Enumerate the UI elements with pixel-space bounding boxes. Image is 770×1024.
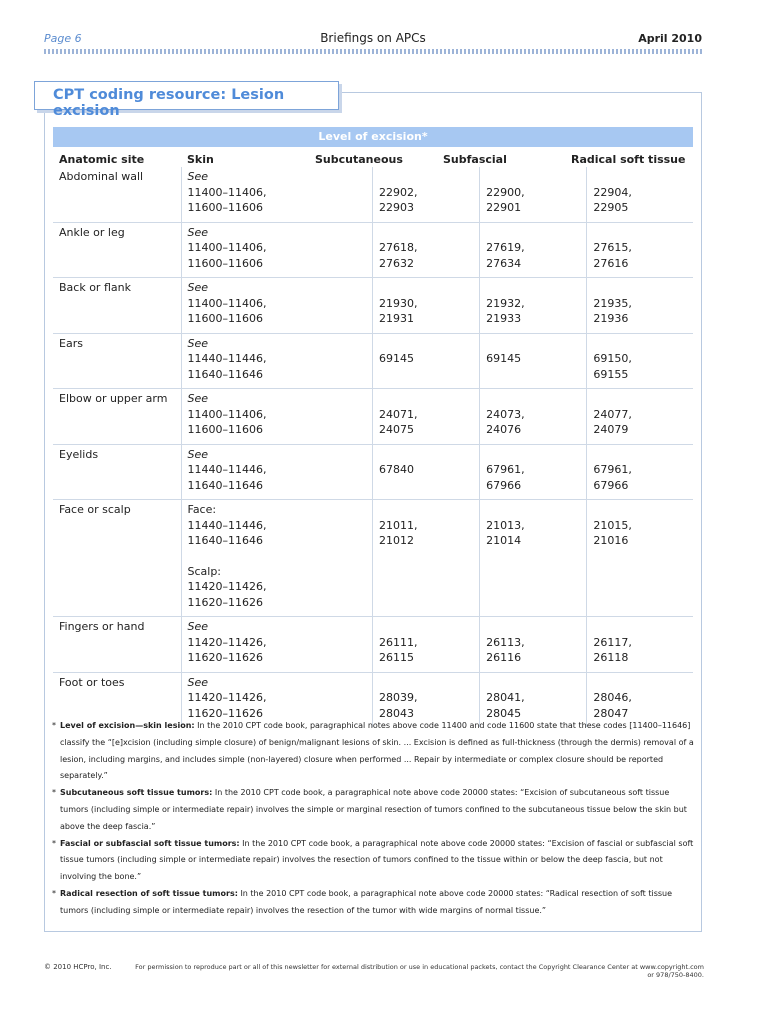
spacer <box>379 619 473 635</box>
table-row <box>53 444 693 500</box>
cpt-code: 26116 <box>486 651 522 664</box>
skin-see-label: See <box>187 225 209 239</box>
skin-code-range: 11420–11426, <box>187 691 267 704</box>
cpt-code: 69150, <box>593 352 632 365</box>
cpt-code: 21014 <box>486 534 522 547</box>
newsletter-title: Briefings on APCs <box>320 31 426 45</box>
spacer <box>593 225 687 241</box>
cell-skin <box>181 444 372 500</box>
footnote <box>52 836 697 886</box>
cell-skin <box>181 333 372 389</box>
cell-subcutaneous <box>372 444 479 500</box>
cpt-code: 26118 <box>593 651 629 664</box>
spacer <box>593 619 687 635</box>
cpt-code: 21931 <box>378 312 414 325</box>
skin-code-range: 11620–11626 <box>187 595 263 609</box>
cpt-code: 21012 <box>378 534 414 547</box>
cell-subfascial <box>480 278 587 334</box>
cpt-code: 27618, <box>378 241 418 254</box>
cpt-code: 21011, <box>378 518 418 532</box>
cpt-code: 21930, <box>378 296 418 310</box>
cell-subfascial <box>480 333 587 389</box>
cell-subfascial <box>480 617 587 673</box>
spacer <box>593 336 687 352</box>
cell-subfascial <box>480 222 587 278</box>
table-body <box>53 167 693 727</box>
cpt-code: 24079 <box>593 423 629 436</box>
skin-see-label: See <box>187 620 209 633</box>
spacer <box>593 447 687 463</box>
table-header-row <box>53 147 693 167</box>
cpt-code: 69155 <box>593 367 629 381</box>
cell-anatomic-site: Back or flank <box>59 281 131 294</box>
cell-radical-soft-tissue <box>587 617 693 673</box>
cpt-code: 22904, <box>593 185 632 199</box>
skin-code-range: 11420–11426, <box>187 580 267 593</box>
cpt-code: 21013, <box>486 518 525 532</box>
spacer <box>593 391 687 407</box>
skin-see-label: See <box>187 447 209 461</box>
table-row <box>53 333 693 389</box>
skin-code-range: 11620–11626 <box>187 651 263 664</box>
cell-skin <box>181 617 372 673</box>
cpt-code: 21016 <box>593 534 629 547</box>
skin-see-label: See <box>187 336 209 350</box>
cell-anatomic-site: Eyelids <box>59 447 99 461</box>
footnotes <box>52 718 697 920</box>
cpt-code: 24076 <box>486 423 522 436</box>
cell-subfascial <box>480 444 587 500</box>
cpt-code: 22902, <box>378 185 418 199</box>
cpt-code: 27634 <box>486 256 522 270</box>
cpt-code: 24071, <box>378 407 418 421</box>
cpt-code: 24077, <box>593 407 632 421</box>
table-row <box>53 617 693 673</box>
skin-see-label: See <box>187 392 209 405</box>
level-of-excision-band <box>53 127 693 147</box>
cell-subcutaneous <box>372 333 479 389</box>
table-row <box>53 167 693 222</box>
cell-subcutaneous <box>372 500 479 617</box>
skin-see-label: See <box>187 170 209 183</box>
cell-subcutaneous <box>372 222 479 278</box>
skin-code-range: 11440–11446, <box>187 352 267 365</box>
cpt-code: 67961, <box>593 463 632 476</box>
table-row <box>53 500 693 617</box>
cell-subfascial <box>480 167 587 222</box>
cell-anatomic-site: Fingers or hand <box>59 620 145 633</box>
cpt-code: 22900, <box>486 185 525 199</box>
spacer <box>379 280 473 296</box>
spacer <box>379 169 473 185</box>
cpt-code: 27615, <box>593 241 632 254</box>
table-row <box>53 278 693 334</box>
header-radical-soft-tissue: Radical soft tissue <box>571 153 686 166</box>
spacer <box>593 502 687 518</box>
skin-code-range: 11600–11606 <box>187 312 263 325</box>
cell-subcutaneous <box>372 167 479 222</box>
skin-code-range: 11640–11646 <box>187 478 263 492</box>
spacer <box>379 391 473 407</box>
skin-see-label: See <box>187 281 209 294</box>
cell-subcutaneous <box>372 389 479 445</box>
header-subcutaneous: Subcutaneous <box>315 153 403 166</box>
skin-code-range: 11620–11626 <box>187 706 263 720</box>
page-number: Page 6 <box>44 32 82 45</box>
cpt-code: 67966 <box>486 478 522 492</box>
cpt-code: 28047 <box>593 706 629 720</box>
cpt-code: 21932, <box>486 296 525 310</box>
spacer <box>486 619 580 635</box>
cpt-code: 21936 <box>593 312 629 325</box>
cpt-code: 26117, <box>593 635 632 649</box>
header-skin: Skin <box>187 153 214 166</box>
cpt-code: 24075 <box>378 423 414 436</box>
skin-code-range: 11400–11406, <box>187 185 267 199</box>
footnote-label: Fascial or subfascial soft tissue tumors: <box>60 838 240 848</box>
spacer <box>379 447 473 463</box>
cpt-code: 22905 <box>593 201 629 214</box>
cpt-code: 21935, <box>593 296 632 310</box>
cpt-code: 28046, <box>593 691 632 704</box>
skin-code-range: 11600–11606 <box>187 201 263 214</box>
header-anatomic-site: Anatomic site <box>59 153 145 166</box>
cell-skin <box>181 167 372 222</box>
band-label: Level of excision* <box>318 130 428 143</box>
cell-anatomic-site: Ankle or leg <box>59 225 125 239</box>
section-title-box <box>34 81 339 119</box>
cpt-code: 21015, <box>593 518 632 532</box>
asterisk: * <box>52 888 56 898</box>
spacer <box>379 502 473 518</box>
footnote-text: In the 2010 CPT code book, paragraphical notes above code 11400 and code 11600 state that these codes [11400–11646] classify the “[e]xcision (including simple closure) of benign/malignant lesions of skin. ... Excision is defined as full-thickness (through the dermis) removal of a lesion, including margins, and includes simple (non-layered) closure when performed ... Repair by intermediate or complex closure should be reported separately.” <box>60 721 694 781</box>
skin-code-range: 11400–11406, <box>187 241 267 254</box>
footnote-label: Radical resection of soft tissue tumors: <box>60 888 238 898</box>
cpt-code: 69145 <box>378 352 414 365</box>
cpt-code: 21933 <box>486 312 522 325</box>
cpt-code: 27632 <box>378 256 414 270</box>
spacer <box>486 391 580 407</box>
spacer <box>188 549 366 564</box>
excision-table <box>53 127 693 727</box>
skin-code-range: 11400–11406, <box>187 296 267 310</box>
cpt-code: 26111, <box>378 635 418 649</box>
skin-scalp-label: Scalp: <box>187 564 222 578</box>
spacer <box>593 675 687 691</box>
footnote-label: Level of excision—skin lesion: <box>60 721 195 730</box>
spacer <box>486 280 580 296</box>
cpt-code: 24073, <box>486 407 525 421</box>
table-row <box>53 222 693 278</box>
asterisk: * <box>52 721 56 730</box>
footnote-label: Subcutaneous soft tissue tumors: <box>60 788 213 798</box>
cpt-code: 28039, <box>378 691 418 704</box>
footnote-text: In the 2010 CPT code book, a paragraphical note above code 20000 states: “Excision of fascial or subfascial soft tissue tumors (including simple or intermediate repair) involves the resection of tumors confined to the tissue within or below the deep fascia, but not involving the bone.” <box>60 838 694 882</box>
skin-code-range: 11440–11446, <box>187 518 267 532</box>
cpt-code: 28045 <box>486 706 522 720</box>
cpt-code: 26115 <box>378 651 414 664</box>
cell-subfascial <box>480 389 587 445</box>
cell-skin <box>181 278 372 334</box>
cell-radical-soft-tissue <box>587 389 693 445</box>
spacer <box>379 336 473 352</box>
cpt-code: 67840 <box>378 463 414 476</box>
cell-radical-soft-tissue <box>587 167 693 222</box>
spacer <box>593 169 687 185</box>
page-header <box>44 30 702 50</box>
footnote-text: In the 2010 CPT code book, a paragraphical note above code 20000 states: “Excision of subcutaneous soft tissue tumors (including simple or intermediate repair) involves the simple or marginal resection of tumors confined to the subcutaneous tissue below the skin but above the deep fascia.” <box>60 788 687 831</box>
cell-anatomic-site: Ears <box>59 336 83 350</box>
spacer <box>486 447 580 463</box>
copyright: © 2010 HCPro, Inc. <box>44 963 112 971</box>
cpt-code: 28041, <box>486 691 525 704</box>
header-divider <box>44 49 702 54</box>
footnote <box>52 785 697 835</box>
footnote-text: In the 2010 CPT code book, a paragraphical note above code 20000 states: “Radical resection of soft tissue tumors (including simple or intermediate repair) involves the resection of the tumor with wide margins of normal tissue.” <box>60 888 673 915</box>
spacer <box>593 280 687 296</box>
skin-see-label: See <box>187 675 209 689</box>
cell-anatomic-site: Face or scalp <box>59 503 131 516</box>
cpt-code: 27616 <box>593 256 629 270</box>
skin-code-range: 11440–11446, <box>187 463 267 476</box>
cell-anatomic-site: Foot or toes <box>59 675 125 689</box>
cell-radical-soft-tissue <box>587 500 693 617</box>
section-title: CPT coding resource: Lesion excision <box>53 87 285 119</box>
skin-code-range: 11600–11606 <box>187 256 263 270</box>
cell-subcutaneous <box>372 617 479 673</box>
footnote <box>52 718 697 785</box>
spacer <box>486 225 580 241</box>
cpt-code: 28043 <box>378 706 414 720</box>
spacer <box>486 169 580 185</box>
cell-anatomic-site: Elbow or upper arm <box>59 392 168 405</box>
spacer <box>379 225 473 241</box>
spacer <box>486 336 580 352</box>
cell-radical-soft-tissue <box>587 278 693 334</box>
spacer <box>379 675 473 691</box>
skin-code-range: 11400–11406, <box>187 407 267 421</box>
asterisk: * <box>52 838 56 848</box>
cpt-code: 22901 <box>486 201 522 214</box>
footnote <box>52 886 697 920</box>
cell-radical-soft-tissue <box>587 444 693 500</box>
skin-code-range: 11640–11646 <box>187 367 263 381</box>
header-subfascial: Subfascial <box>443 153 507 166</box>
skin-code-range: 11600–11606 <box>187 423 263 436</box>
cell-subfascial <box>480 500 587 617</box>
issue-date: April 2010 <box>638 32 702 45</box>
cell-skin <box>181 222 372 278</box>
cell-subcutaneous <box>372 278 479 334</box>
cell-radical-soft-tissue <box>587 333 693 389</box>
cpt-code: 67961, <box>486 463 525 476</box>
cpt-code: 69145 <box>486 352 522 365</box>
spacer <box>486 502 580 518</box>
skin-code-range: 11420–11426, <box>187 635 267 649</box>
cpt-code: 22903 <box>378 201 414 214</box>
cell-radical-soft-tissue <box>587 222 693 278</box>
cpt-code: 27619, <box>486 241 525 254</box>
table-row <box>53 389 693 445</box>
cell-skin <box>181 500 372 617</box>
skin-face-label: Face: <box>187 503 217 516</box>
skin-code-range: 11640–11646 <box>187 534 263 547</box>
spacer <box>486 675 580 691</box>
permission-notice: For permission to reproduce part or all of this newsletter for external distribution or use in educational packets, contact the Copyright Clearance Center at www.copyright.com or 978/750-8400. <box>135 963 704 979</box>
cpt-code: 26113, <box>486 635 525 649</box>
cell-anatomic-site: Abdominal wall <box>59 170 144 183</box>
cell-skin <box>181 389 372 445</box>
cpt-code: 67966 <box>593 478 629 492</box>
asterisk: * <box>52 788 56 798</box>
